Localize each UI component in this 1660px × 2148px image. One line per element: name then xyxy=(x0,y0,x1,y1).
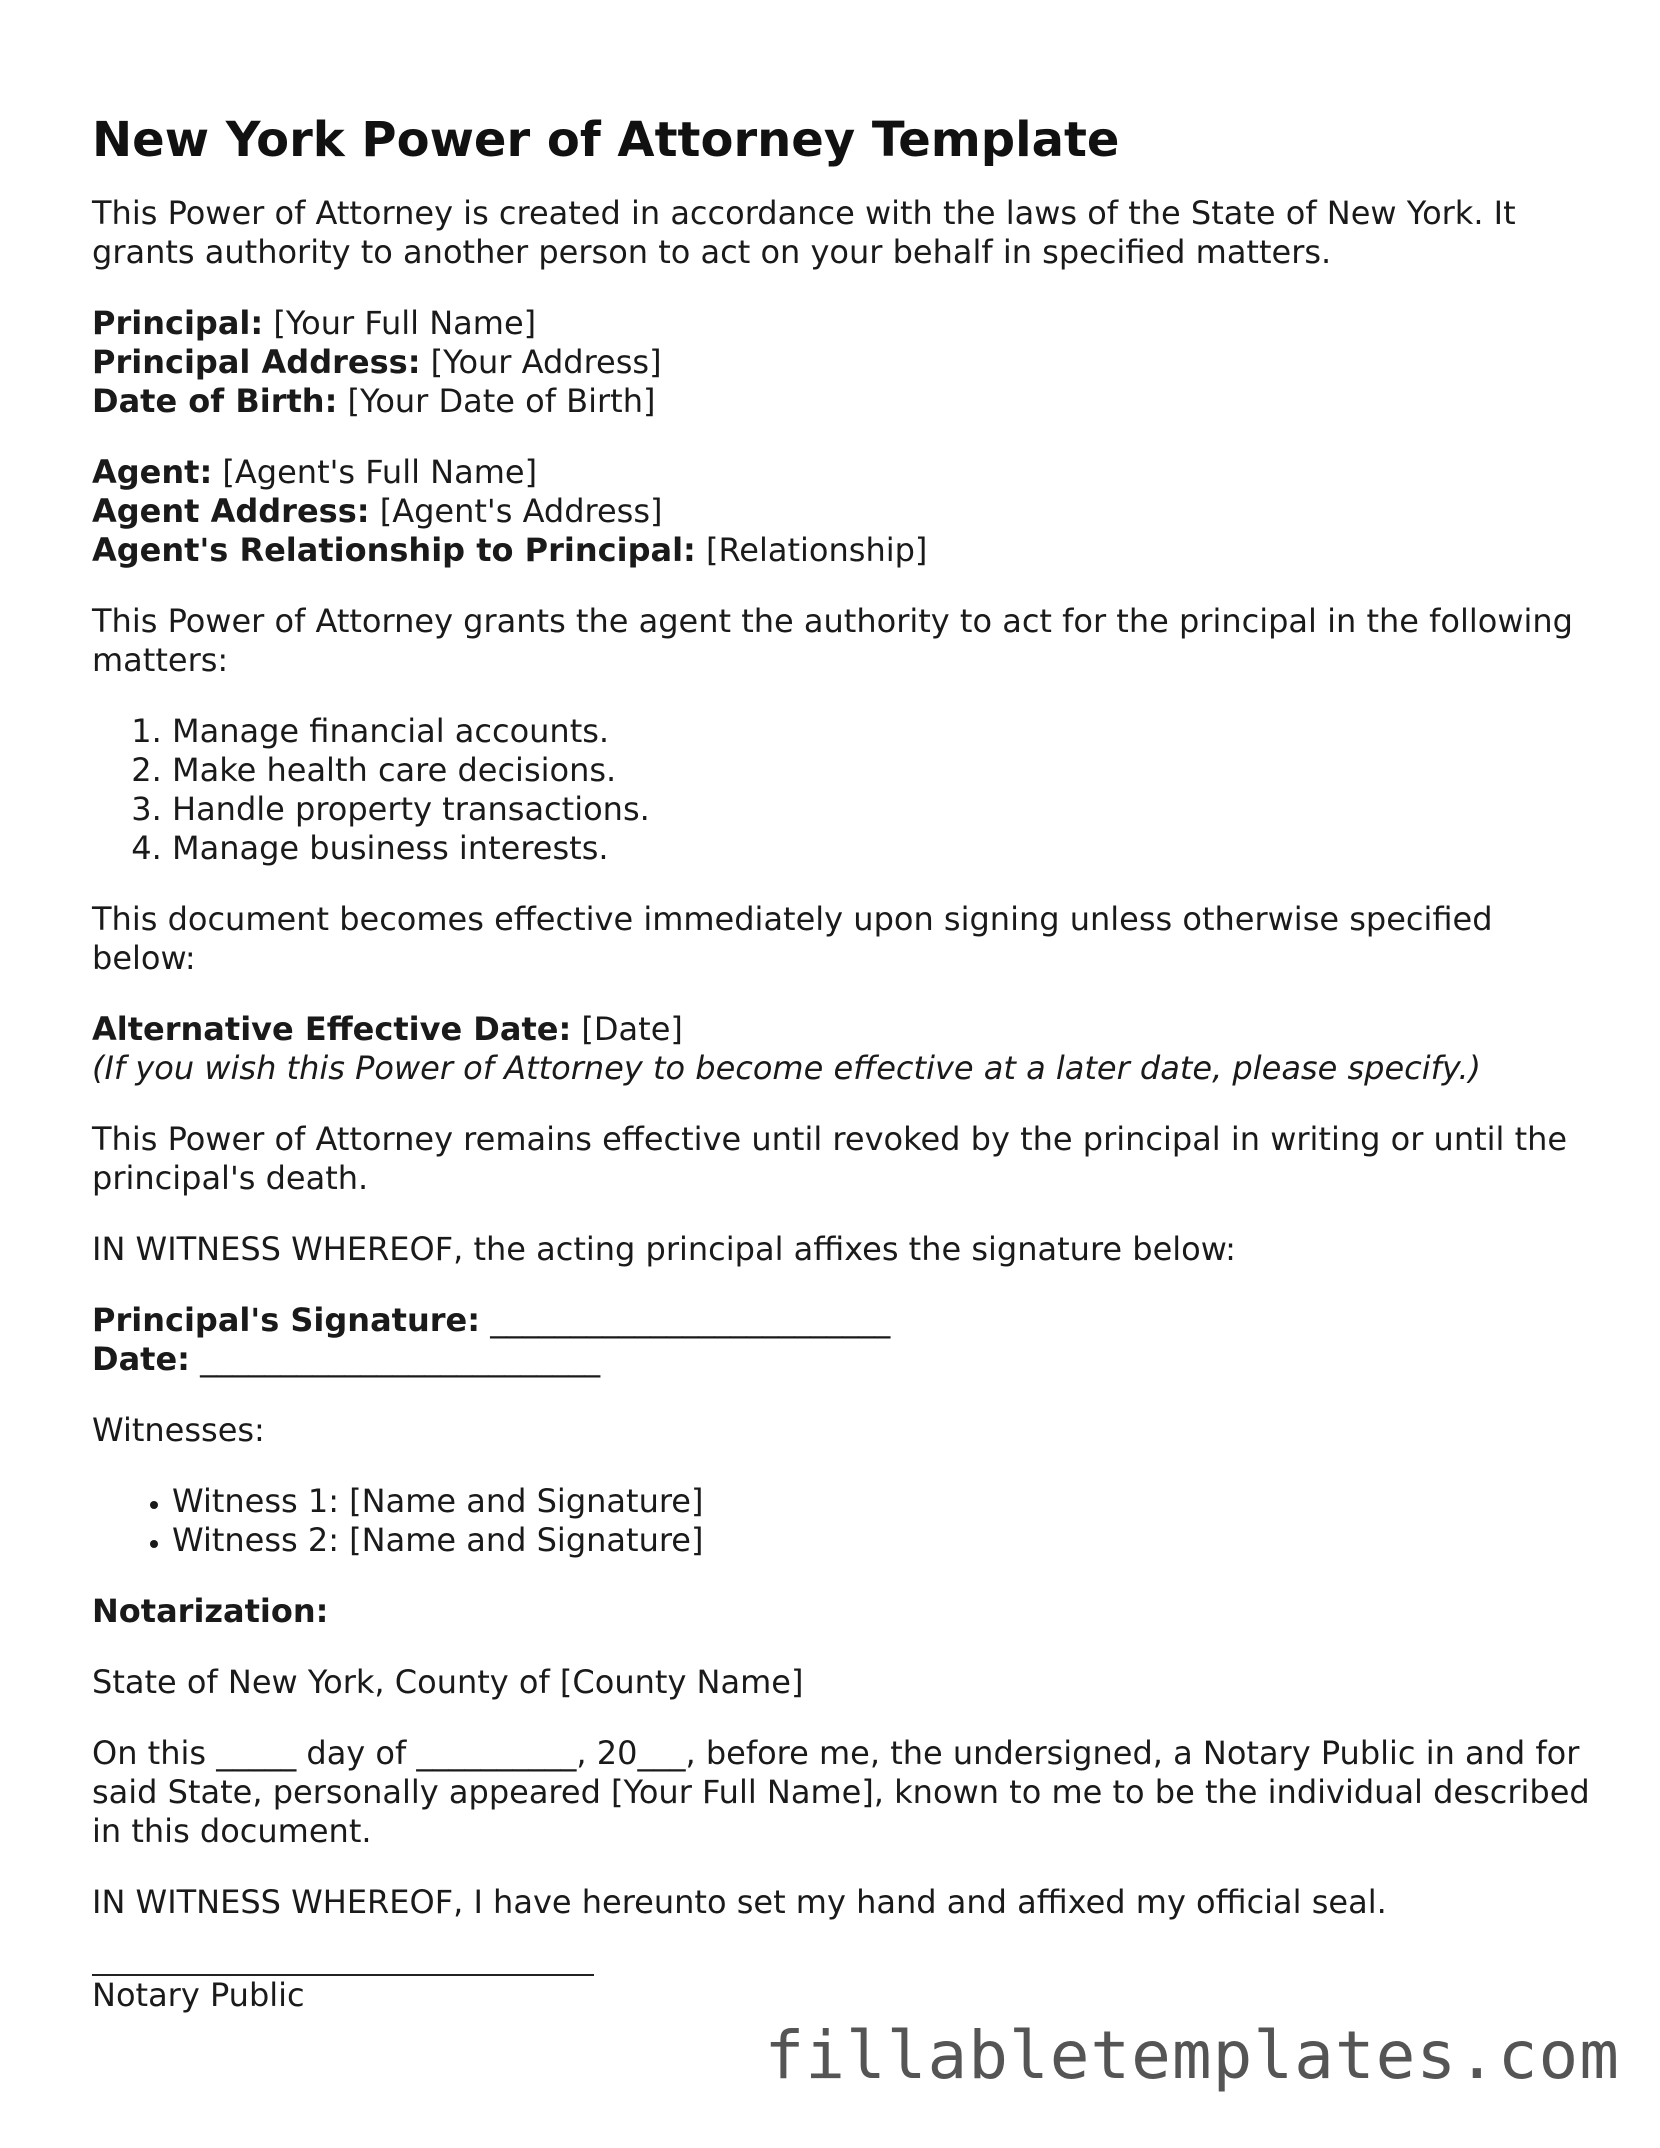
agent-name-label: Agent: xyxy=(92,453,213,491)
agent-relationship-value: [Relationship] xyxy=(695,531,928,569)
list-item: 1. Manage financial accounts. xyxy=(172,712,1592,751)
principal-name-label: Principal: xyxy=(92,304,264,342)
principal-address-value: [Your Address] xyxy=(420,343,662,381)
principal-name-value: [Your Full Name] xyxy=(263,304,537,342)
agent-relationship-field[interactable] xyxy=(92,531,1592,570)
witnesses-label: Witnesses: xyxy=(92,1411,265,1449)
notarization-heading: Notarization: xyxy=(92,1592,329,1630)
agent-name-value: [Agent's Full Name] xyxy=(212,453,538,491)
signature-date-label: Date: xyxy=(92,1340,190,1378)
notary-signature-line[interactable] xyxy=(92,1938,594,1976)
list-item: 2. Make health care decisions. xyxy=(172,751,1592,790)
list-item: 4. Manage business interests. xyxy=(172,829,1592,868)
principal-address-field[interactable] xyxy=(92,343,1592,382)
alt-date-value: [Date] xyxy=(571,1010,683,1048)
signature-date-blank: _________________________ xyxy=(189,1340,601,1378)
intro-paragraph: This Power of Attorney is created in accordance with the laws of the State of New York. It grants authority to another person to act on your behalf in specified matters. xyxy=(92,194,1516,271)
principal-signature-blank: _________________________ xyxy=(480,1301,891,1339)
list-item[interactable]: • Witness 2: [Name and Signature] xyxy=(172,1521,1592,1560)
list-item: 3. Handle property transactions. xyxy=(172,790,1592,829)
notary-statement: On this _____ day of __________, 20___, before me, the undersigned, a Notary Public in and for said State, personally appeared [Your Full Name], known to me to be the individual described in this document. xyxy=(92,1734,1590,1850)
principal-section xyxy=(92,304,1592,421)
agent-section xyxy=(92,453,1592,570)
effective-paragraph: This document becomes effective immediately upon signing unless otherwise specified below: xyxy=(92,900,1493,977)
document-page xyxy=(92,110,1592,2015)
signature-date-field[interactable] xyxy=(92,1340,1592,1379)
agent-address-label: Agent Address: xyxy=(92,492,370,530)
notary-public-label: Notary Public xyxy=(92,1976,305,2014)
alt-date-section xyxy=(92,1010,1592,1088)
notary-seal-text: IN WITNESS WHEREOF, I have hereunto set my hand and affixed my official seal. xyxy=(92,1883,1387,1921)
witness-intro-paragraph: IN WITNESS WHEREOF, the acting principal affixes the signature below: xyxy=(92,1230,1236,1268)
alt-date-label: Alternative Effective Date: xyxy=(92,1010,572,1048)
witnesses-list xyxy=(92,1482,1592,1560)
principal-dob-field[interactable] xyxy=(92,382,1592,421)
alt-date-field[interactable] xyxy=(92,1010,1592,1049)
alt-date-note: (If you wish this Power of Attorney to become effective at a later date, please specify.) xyxy=(92,1049,1481,1087)
agent-relationship-label: Agent's Relationship to Principal: xyxy=(92,531,696,569)
principal-dob-value: [Your Date of Birth] xyxy=(337,382,656,420)
page-title: New York Power of Attorney Template xyxy=(92,112,1120,168)
agent-address-value: [Agent's Address] xyxy=(369,492,663,530)
signature-section xyxy=(92,1301,1592,1379)
watermark: fillabletemplates.com xyxy=(764,2017,1620,2094)
matters-list xyxy=(92,712,1592,868)
agent-name-field[interactable] xyxy=(92,453,1592,492)
grant-paragraph: This Power of Attorney grants the agent the authority to act for the principal in the following matters: xyxy=(92,602,1573,679)
principal-signature-label: Principal's Signature: xyxy=(92,1301,481,1339)
agent-address-field[interactable] xyxy=(92,492,1592,531)
duration-paragraph: This Power of Attorney remains effective until revoked by the principal in writing or until the principal's death. xyxy=(92,1120,1568,1197)
principal-name-field[interactable] xyxy=(92,304,1592,343)
list-item[interactable]: • Witness 1: [Name and Signature] xyxy=(172,1482,1592,1521)
notary-state-county: State of New York, County of [County Name] xyxy=(92,1663,804,1701)
principal-signature-field[interactable] xyxy=(92,1301,1592,1340)
principal-dob-label: Date of Birth: xyxy=(92,382,338,420)
principal-address-label: Principal Address: xyxy=(92,343,421,381)
